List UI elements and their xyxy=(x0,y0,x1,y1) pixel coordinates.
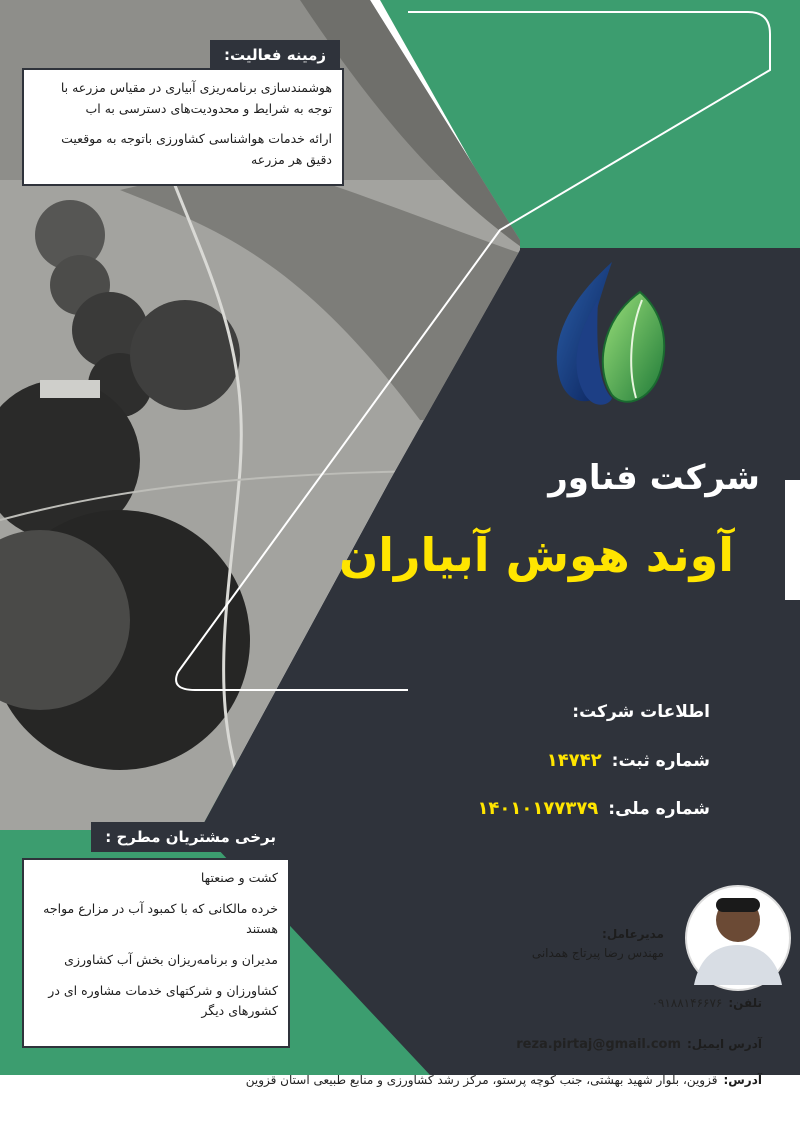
phone-value[interactable]: ۰۹۱۸۸۱۴۶۶۷۶ xyxy=(651,996,723,1010)
customer-item: مدیران و برنامه‌ریزان بخش آب کشاورزی xyxy=(64,951,278,967)
activity-item: هوشمندسازی برنامه‌ریزی آبیاری در مقیاس مزرعه با توجه به شرایط و محدودیت‌های دسترسی به اب xyxy=(60,80,332,116)
email-label: آدرس ایمیل: xyxy=(687,1037,762,1051)
registration-row xyxy=(547,750,710,771)
company-info-heading xyxy=(572,702,710,722)
national-id-label: شماره ملی: xyxy=(608,799,710,819)
phone-label: تلفن: xyxy=(728,996,762,1010)
company-name: آوند هوش آبیاران xyxy=(338,528,734,582)
customer-item: کشت و صنعتها xyxy=(200,870,278,885)
activity-heading: زمینه فعالیت: xyxy=(210,40,340,70)
email-link[interactable]: reza.pirtaj@gmail.com xyxy=(516,1037,681,1052)
company-info-heading-text: اطلاعات شرکت: xyxy=(572,702,710,722)
phone-row xyxy=(651,996,762,1010)
registration-label: شماره ثبت: xyxy=(611,751,710,771)
registration-value: ۱۴۷۴۲ xyxy=(546,750,602,771)
address-value: قزوین، بلوار شهید بهشتی، جنب کوچه پرستو، مرکز رشد کشاورزی و منابع طبیعی استان قزوین xyxy=(245,1073,718,1087)
company-prefix: شرکت فناور xyxy=(548,458,760,498)
customers-box xyxy=(22,858,290,1048)
customers-heading: برخی مشتریان مطرح : xyxy=(91,822,290,852)
customer-item: خرده مالکانی که با کمبود آب در مزارع مواجه هستند xyxy=(43,900,278,937)
customer-item: کشاورزان و شرکتهای خدمات مشاوره ای در کشورهای دیگر xyxy=(48,982,278,1019)
address-row xyxy=(246,1073,762,1087)
manager-portrait xyxy=(686,886,790,990)
national-id-value: ۱۴۰۱۰۱۷۷۳۷۹ xyxy=(477,798,599,819)
activity-box xyxy=(22,68,344,186)
edge-tab xyxy=(785,480,800,600)
address-label: آدرس: xyxy=(723,1073,762,1087)
manager-label: مدیرعامل: xyxy=(602,927,664,941)
email-row xyxy=(516,1037,762,1052)
manager-name: مهندس رضا پیرتاج همدانی xyxy=(531,946,664,960)
national-id-row xyxy=(477,798,710,819)
activity-item: ارائه خدمات هواشناسی کشاورزی باتوجه به موقعیت دقیق هر مزرعه xyxy=(61,131,332,167)
